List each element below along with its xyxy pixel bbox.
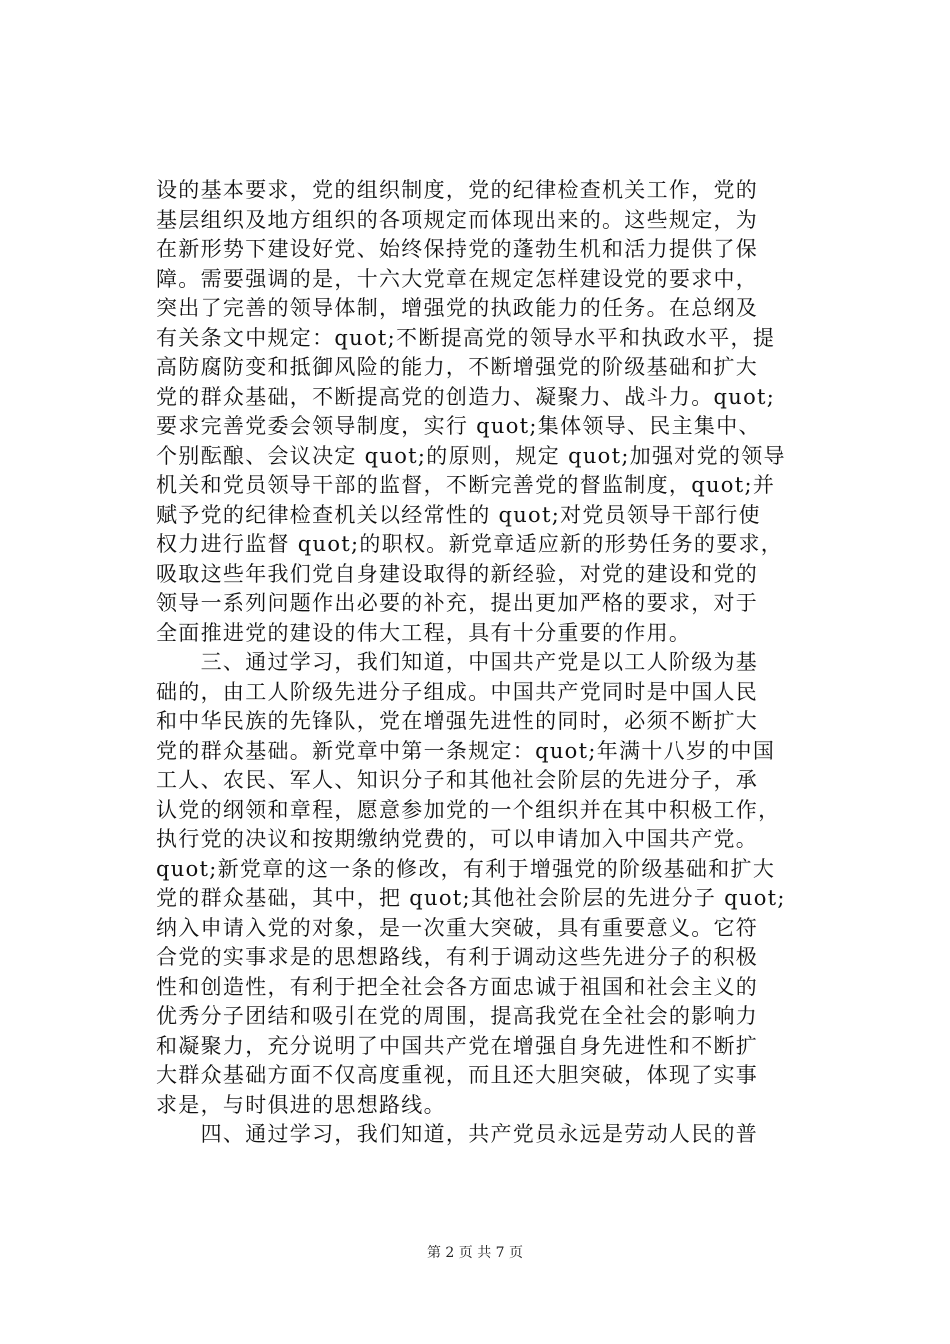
text-line: 设的基本要求，党的组织制度，党的纪律检查机关工作，党的	[156, 178, 759, 202]
text-line: 性和创造性，有利于把全社会各方面忠诚于祖国和社会主义的	[156, 974, 759, 999]
text-line: 高防腐防变和抵御风险的能力，不断增强党的阶级基础和扩大	[156, 355, 759, 379]
text-line: 领导一系列问题作出必要的补充，提出更加严格的要求，对于	[156, 591, 759, 615]
text-line: 和凝聚力，充分说明了中国共产党在增强自身先进性和不断扩	[156, 1033, 759, 1058]
text-line: 党的群众基础，其中，把 quot;其他社会阶层的先进分子 quot;	[156, 886, 786, 910]
paragraph-start-line: 三、通过学习，我们知道，中国共产党是以工人阶级为基	[156, 650, 759, 674]
text-line: 有关条文中规定：quot;不断提高党的领导水平和执政水平，提	[156, 325, 776, 350]
text-line: 权力进行监督 quot;的职权。新党章适应新的形势任务的要求，	[156, 532, 784, 556]
text-line: 大群众基础方面不仅高度重视，而且还大胆突破，体现了实事	[156, 1063, 759, 1087]
text-line: 础的，由工人阶级先进分子组成。中国共产党同时是中国人民	[156, 679, 759, 704]
text-line: 认党的纲领和章程，愿意参加党的一个组织并在其中积极工作，	[156, 797, 781, 822]
text-line: 机关和党员领导干部的监督，不断完善党的督监制度，quot;并	[156, 473, 776, 497]
text-line: 求是，与时俱进的思想路线。	[156, 1092, 446, 1117]
text-line: 个别酝酿、会议决定 quot;的原则，规定 quot;加强对党的领导	[156, 443, 786, 468]
page-number-footer: 第 2 页 共 7 页	[426, 1245, 524, 1261]
text-line: 合党的实事求是的思想路线，有利于调动这些先进分子的积极	[156, 945, 759, 969]
text-line: 突出了完善的领导体制，增强党的执政能力的任务。在总纲及	[156, 296, 759, 320]
text-line: 党的群众基础。新党章中第一条规定：quot;年满十八岁的中国	[156, 738, 776, 763]
text-line: 赋予党的纪律检查机关以经常性的 quot;对党员领导干部行使	[156, 502, 761, 527]
body-text	[156, 176, 836, 1150]
text-line: 基层组织及地方组织的各项规定而体现出来的。这些规定，为	[156, 207, 759, 232]
text-line: 障。需要强调的是，十六大党章在规定怎样建设党的要求中，	[156, 266, 759, 291]
text-line: 在新形势下建设好党、始终保持党的蓬勃生机和活力提供了保	[156, 237, 759, 261]
text-line: 吸取这些年我们党自身建设取得的新经验，对党的建设和党的	[156, 561, 759, 586]
text-line: 纳入申请入党的对象，是一次重大突破，具有重要意义。它符	[156, 915, 759, 940]
text-line: 优秀分子团结和吸引在党的周围，提高我党在全社会的影响力	[156, 1004, 759, 1028]
text-line: 和中华民族的先锋队，党在增强先进性的同时，必须不断扩大	[156, 709, 759, 733]
text-line: quot;新党章的这一条的修改，有利于增强党的阶级基础和扩大	[156, 856, 776, 881]
text-line: 工人、农民、军人、知识分子和其他社会阶层的先进分子，承	[156, 768, 759, 792]
text-line: 执行党的决议和按期缴纳党费的，可以申请加入中国共产党。	[156, 827, 759, 851]
paragraph-start-line: 四、通过学习，我们知道，共产党员永远是劳动人民的普	[156, 1122, 759, 1146]
text-line: 全面推进党的建设的伟大工程，具有十分重要的作用。	[156, 620, 692, 645]
text-line: 要求完善党委会领导制度，实行 quot;集体领导、民主集中、	[156, 414, 761, 438]
text-line: 党的群众基础，不断提高党的创造力、凝聚力、战斗力。quot;	[156, 384, 776, 409]
